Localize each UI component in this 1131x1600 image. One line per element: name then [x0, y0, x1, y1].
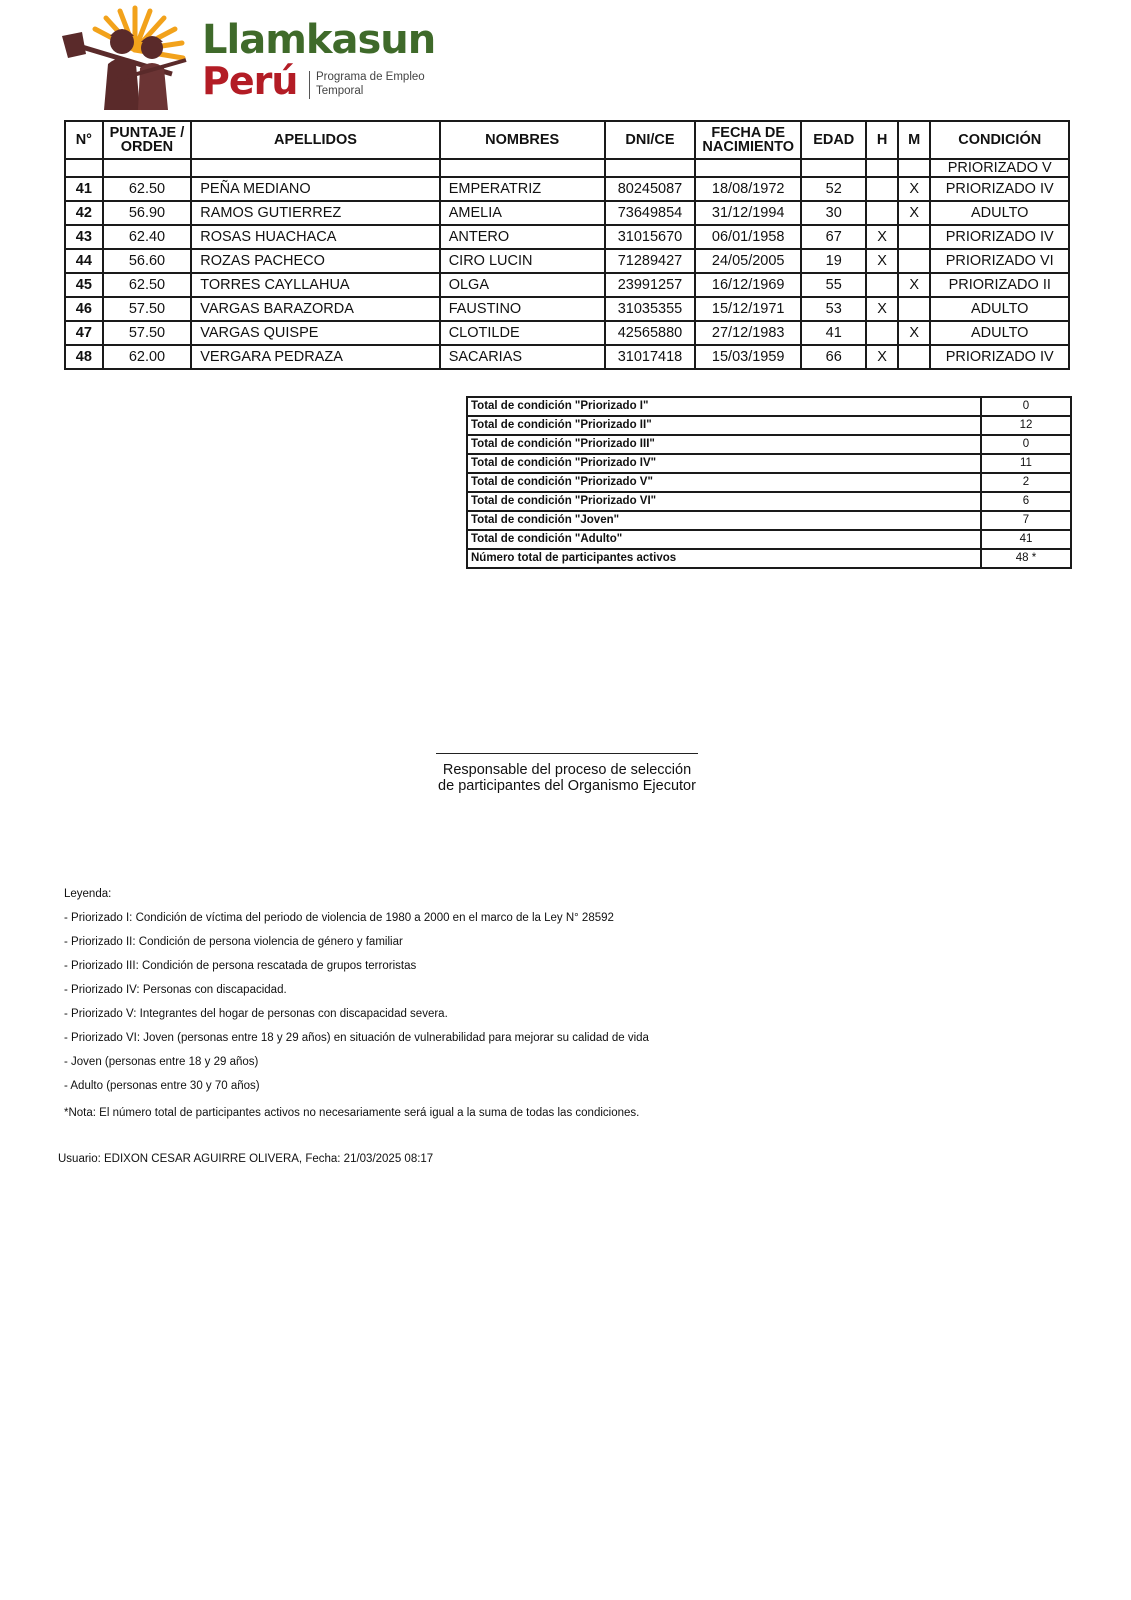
legend-item: - Priorizado II: Condición de persona violencia de género y familiar [64, 936, 403, 948]
logo-divider [309, 71, 310, 99]
row-fecha: 18/08/1972 [695, 177, 801, 201]
col-header-apellidos: APELLIDOS [191, 121, 439, 159]
row-condicion: PRIORIZADO II [930, 273, 1069, 297]
row-puntaje: 57.50 [103, 297, 192, 321]
totals-label: Total de condición "Priorizado III" [467, 435, 981, 454]
row-condicion: ADULTO [930, 297, 1069, 321]
row-condicion: PRIORIZADO IV [930, 177, 1069, 201]
legend-title: Leyenda: [64, 888, 112, 900]
row-number: 41 [65, 177, 103, 201]
table-row [65, 321, 1069, 345]
table-row [65, 297, 1069, 321]
row-h [866, 177, 898, 201]
totals-label: Total de condición "Priorizado IV" [467, 454, 981, 473]
row-m [898, 297, 931, 321]
logo-title: Llamkasun [202, 17, 436, 63]
col-header-h: H [866, 121, 898, 159]
totals-row [467, 492, 1071, 511]
row-number: 45 [65, 273, 103, 297]
row-apellidos: RAMOS GUTIERREZ [191, 201, 439, 225]
table-row [65, 201, 1069, 225]
row-condicion: PRIORIZADO IV [930, 345, 1069, 369]
logo-country: Perú [202, 59, 298, 103]
row-apellidos: ROZAS PACHECO [191, 249, 439, 273]
totals-row [467, 511, 1071, 530]
row-dni: 71289427 [605, 249, 696, 273]
legend-item: - Joven (personas entre 18 y 29 años) [64, 1056, 259, 1068]
totals-label: Número total de participantes activos [467, 549, 981, 568]
row-h: X [866, 345, 898, 369]
user-footer: Usuario: EDIXON CESAR AGUIRRE OLIVERA, Fecha: 21/03/2025 08:17 [58, 1153, 434, 1165]
table-row [65, 273, 1069, 297]
row-fecha: 24/05/2005 [695, 249, 801, 273]
legend-item: - Adulto (personas entre 30 y 70 años) [64, 1080, 260, 1092]
row-nombres: OLGA [440, 273, 605, 297]
col-header-number: N° [65, 121, 103, 159]
row-h: X [866, 249, 898, 273]
col-header-m: M [898, 121, 931, 159]
carry-over-row [65, 159, 1069, 177]
totals-row [467, 397, 1071, 416]
row-h [866, 321, 898, 345]
signature-caption-line2: de participantes del Organismo Ejecutor [438, 778, 696, 794]
row-m [898, 225, 931, 249]
row-dni: 31015670 [605, 225, 696, 249]
row-m [898, 345, 931, 369]
row-puntaje: 56.90 [103, 201, 192, 225]
totals-value: 2 [981, 473, 1071, 492]
signature-caption-line1: Responsable del proceso de selección [442, 762, 692, 778]
col-header-edad: EDAD [801, 121, 866, 159]
row-edad: 66 [801, 345, 866, 369]
row-edad: 30 [801, 201, 866, 225]
row-h [866, 273, 898, 297]
row-puntaje: 62.40 [103, 225, 192, 249]
row-number: 46 [65, 297, 103, 321]
row-apellidos: TORRES CAYLLAHUA [191, 273, 439, 297]
row-number: 48 [65, 345, 103, 369]
row-nombres: AMELIA [440, 201, 605, 225]
row-condicion: ADULTO [930, 321, 1069, 345]
row-nombres: CLOTILDE [440, 321, 605, 345]
workers-sun-icon [60, 2, 200, 112]
participants-table [64, 120, 1070, 370]
totals-table [466, 396, 1072, 569]
legend-item: - Priorizado IV: Personas con discapacidad. [64, 984, 287, 996]
totals-label: Total de condición "Adulto" [467, 530, 981, 549]
totals-row [467, 454, 1071, 473]
row-puntaje: 62.50 [103, 177, 192, 201]
row-fecha: 31/12/1994 [695, 201, 801, 225]
row-nombres: ANTERO [440, 225, 605, 249]
table-row [65, 225, 1069, 249]
totals-value: 0 [981, 435, 1071, 454]
row-number: 43 [65, 225, 103, 249]
signature-line [436, 753, 698, 754]
row-m: X [898, 201, 931, 225]
row-fecha: 27/12/1983 [695, 321, 801, 345]
table-row [65, 249, 1069, 273]
row-dni: 23991257 [605, 273, 696, 297]
row-puntaje: 57.50 [103, 321, 192, 345]
row-dni: 80245087 [605, 177, 696, 201]
row-fecha: 15/03/1959 [695, 345, 801, 369]
row-fecha: 15/12/1971 [695, 297, 801, 321]
totals-row [467, 416, 1071, 435]
row-nombres: FAUSTINO [440, 297, 605, 321]
row-apellidos: VARGAS BARAZORDA [191, 297, 439, 321]
row-number: 42 [65, 201, 103, 225]
col-header-nombres: NOMBRES [440, 121, 605, 159]
totals-value: 41 [981, 530, 1071, 549]
col-header-fecha: FECHA DE NACIMIENTO [695, 121, 801, 159]
totals-label: Total de condición "Priorizado I" [467, 397, 981, 416]
row-number: 47 [65, 321, 103, 345]
totals-label: Total de condición "Priorizado II" [467, 416, 981, 435]
totals-value: 6 [981, 492, 1071, 511]
totals-label: Total de condición "Priorizado V" [467, 473, 981, 492]
logo [60, 2, 440, 112]
row-h [866, 201, 898, 225]
totals-value: 11 [981, 454, 1071, 473]
col-header-puntaje: PUNTAJE / ORDEN [103, 121, 192, 159]
row-puntaje: 56.60 [103, 249, 192, 273]
row-dni: 31035355 [605, 297, 696, 321]
row-m [898, 249, 931, 273]
table-row [65, 345, 1069, 369]
row-fecha: 06/01/1958 [695, 225, 801, 249]
row-condicion: PRIORIZADO VI [930, 249, 1069, 273]
row-fecha: 16/12/1969 [695, 273, 801, 297]
logo-subtitle-line2: Temporal [316, 85, 364, 97]
totals-label: Total de condición "Joven" [467, 511, 981, 530]
row-puntaje: 62.00 [103, 345, 192, 369]
row-dni: 73649854 [605, 201, 696, 225]
totals-row [467, 549, 1071, 568]
row-nombres: CIRO LUCIN [440, 249, 605, 273]
logo-subtitle [316, 70, 425, 98]
row-apellidos: PEÑA MEDIANO [191, 177, 439, 201]
table-header-row [65, 121, 1069, 159]
totals-row [467, 473, 1071, 492]
row-puntaje: 62.50 [103, 273, 192, 297]
row-h: X [866, 297, 898, 321]
totals-row [467, 435, 1071, 454]
row-condicion: PRIORIZADO IV [930, 225, 1069, 249]
row-edad: 55 [801, 273, 866, 297]
row-apellidos: VARGAS QUISPE [191, 321, 439, 345]
row-edad: 52 [801, 177, 866, 201]
row-nombres: EMPERATRIZ [440, 177, 605, 201]
legend-item: - Priorizado III: Condición de persona rescatada de grupos terroristas [64, 960, 417, 972]
row-condicion: ADULTO [930, 201, 1069, 225]
legend-item: - Priorizado I: Condición de víctima del periodo de violencia de 1980 a 2000 en el marco de la Ley N° 28592 [64, 912, 614, 924]
signature-caption [400, 762, 734, 794]
totals-value: 7 [981, 511, 1071, 530]
totals-value: 48 * [981, 549, 1071, 568]
row-edad: 19 [801, 249, 866, 273]
col-header-condicion: CONDICIÓN [930, 121, 1069, 159]
row-dni: 42565880 [605, 321, 696, 345]
row-nombres: SACARIAS [440, 345, 605, 369]
row-number: 44 [65, 249, 103, 273]
row-apellidos: VERGARA PEDRAZA [191, 345, 439, 369]
row-edad: 67 [801, 225, 866, 249]
col-header-dni: DNI/CE [605, 121, 696, 159]
row-dni: 31017418 [605, 345, 696, 369]
legend-item: - Priorizado VI: Joven (personas entre 18 y 29 años) en situación de vulnerabilidad para mejorar su calidad de vida [64, 1032, 649, 1044]
row-m: X [898, 177, 931, 201]
legend-note: *Nota: El número total de participantes activos no necesariamente será igual a la suma de todas las condiciones. [64, 1107, 640, 1119]
row-edad: 41 [801, 321, 866, 345]
logo-subtitle-line1: Programa de Empleo [316, 71, 425, 83]
totals-row [467, 530, 1071, 549]
totals-value: 0 [981, 397, 1071, 416]
totals-label: Total de condición "Priorizado VI" [467, 492, 981, 511]
row-m: X [898, 273, 931, 297]
totals-value: 12 [981, 416, 1071, 435]
row-m: X [898, 321, 931, 345]
carry-over-condition: PRIORIZADO V [930, 159, 1069, 177]
row-edad: 53 [801, 297, 866, 321]
legend-item: - Priorizado V: Integrantes del hogar de personas con discapacidad severa. [64, 1008, 448, 1020]
table-row [65, 177, 1069, 201]
row-h: X [866, 225, 898, 249]
row-apellidos: ROSAS HUACHACA [191, 225, 439, 249]
